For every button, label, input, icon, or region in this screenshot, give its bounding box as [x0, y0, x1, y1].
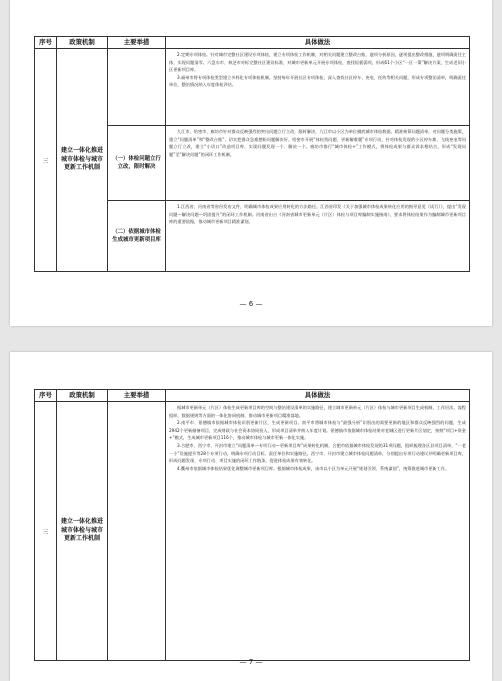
measure-cell-empty [108, 402, 166, 661]
table-row [35, 402, 470, 661]
practice-paragraph: 4.衢州市依据城市体检结果优化调整城市更新项目库。根据城市体检成果，该市以小区为单元开展“规划引领、系统谋划”，统筹推进城市更新工作。 [177, 465, 450, 471]
header-measures: 主要举措 [108, 390, 166, 402]
practice-cell [166, 402, 470, 661]
document-page-6 [10, 0, 492, 326]
header-mechanism: 政策机制 [57, 37, 108, 49]
practice-cell [166, 126, 470, 201]
practice-paragraph: 3.福州市将专项体检类型建立多样化专项体检机制。坚持每年开展社区专项体检，深入查找社区停车、充电、托幼等相关问题，形成专项整治清单，明确责任单位，整治情况纳入年度体检评估。 [169, 74, 466, 88]
policy-table-page-6 [34, 36, 470, 272]
practice-paragraph: 3.合肥市、西宁市、开封市建立“问题清单—专项行动—更新项目库”成果转化机制。合肥市依据城市体检发现的31项问题，组织梳理各区县项目清单，“一老一小”设施提升等28个专项行动，明确专项行动目标、责任单位和实施路径。西宁市、开封市建立城市体检问题清单，分别提出专项行动建议并明确更新项目库，形成问题发现、专项行动、项目实施的闭环工作链条，促进体检成果有效转化。 [169, 442, 466, 464]
measure-cell: （二）依据城市体检生成城市更新项目库 [108, 201, 166, 272]
practice-cell [166, 201, 470, 272]
measure-cell-empty [108, 49, 166, 126]
page-number: — 6 — [239, 300, 263, 308]
policy-table-page-7 [34, 389, 470, 661]
mechanism-cell: 建立一体化推进城市体检与城市更新工作机制 [57, 402, 108, 661]
practice-cell [166, 49, 470, 126]
header-mechanism: 政策机制 [57, 390, 108, 402]
practice-paragraph: 1.江西省、河南省等省份发布文件，明确城市体检成果应用转化的方法路径。江西省印发《关于加强城市体检成果转化应用的指导意见（试行）》，提出“发现问题—解决问题—巩固提升”的闭环工作机制。河南省出台《河南省城市更新单元（片区）体检与项目库编制实施指南》，要求将体检结果作为编制城市更新项目库的重要依据，推动城市更新项目精准谋划。 [169, 204, 466, 225]
table-header-row [35, 37, 470, 49]
mechanism-cell: 建立一体化推进城市体检与城市更新工作机制 [57, 49, 108, 272]
measure-cell: （一）体检问题立行立改，限时解决 [108, 126, 166, 201]
header-practice: 具体做法 [166, 390, 470, 402]
seq-cell: 三 [35, 402, 57, 661]
practice-paragraph: 2.定期专项体检。针对城市完整社区建设专项体检，建立专项体检工作机制，对相关问题建立整改台账，逐项分析原因，逐项提出整改措施，逐项明确责任主体，实现问题清零。六盘水市、林芝市对标完整社区建设标准，对城市更新单元开展专项体检，查找短板弱项，形成61个小区“一区一策”解决方案，生成老旧小区更新项目库。 [169, 52, 466, 73]
practice-paragraph: 2.南平市、景德镇市依据城市体检识别更新片区，生成更新项目。南平市将城市体检与“最强分析”识别出的需要更新的地区和群众反映强烈的问题，生成2942个更新储备项目，完成财政与社会资本协同投入，形成项目清单并纳入年度计划。景德镇市依据城市体检结果对老城区进行更新片区划定，按照“项目+资金+”模式，生成城市更新项目116个，推动城市体检与城市更新一体化实施。 [169, 420, 466, 441]
practice-paragraph: 九江市、哈密市、廊坊市针对群众反映强烈的突出问题立行立改，限时解决。九江市以小区为单位摸底城市体检数据，精准核算问题清单，对问题分类施策，建立“问题清单”和“整改台账”，切实把群众急难愁盼问题解决好。哈密市开展“体检找问题，更新解难题”专项行动，针对体检发现的小区停车难、飞线充电等问题立行立改，建立“小切口”改造项目库，实现问题发现一个、解决一个。廊坊市推行“城市体检+”工作模式，将体检成果与群众诉求相结合，形成“发现问题”至“解决问题”的闭环工作机制。 [169, 129, 466, 157]
seq-cell: 三 [35, 49, 57, 272]
practice-paragraph: 据城市更新单元（片区）体检生成更新项目库的空间与整治建设清单的实施路径，建立城市更新单元（片区）体检与城市更新项目生成机制，工作层次、流程组织、数据规则等方面的一体化协同机制，推动城市更新项目精准落地。 [169, 405, 466, 418]
document-page-7 [10, 352, 492, 681]
table-row [35, 49, 470, 126]
header-seq: 序号 [35, 390, 57, 402]
header-practice: 具体做法 [166, 37, 470, 49]
header-measures: 主要举措 [108, 37, 166, 49]
header-seq: 序号 [35, 37, 57, 49]
page-number: — 7 — [239, 658, 263, 666]
table-header-row [35, 390, 470, 402]
